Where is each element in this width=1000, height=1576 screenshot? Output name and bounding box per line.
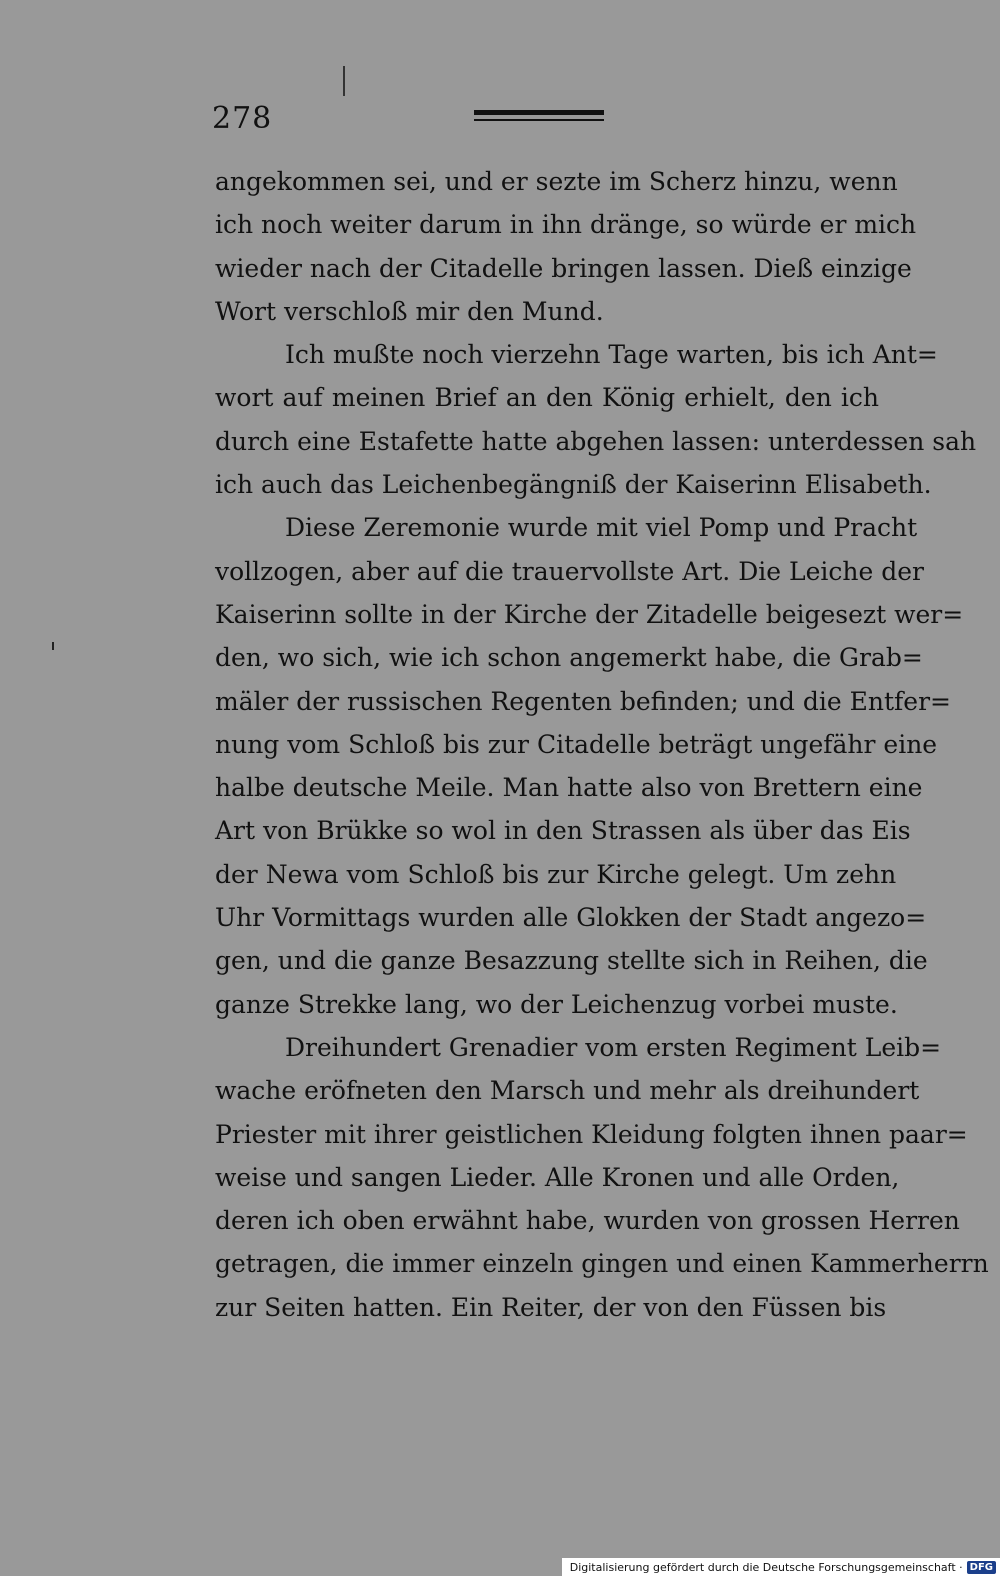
paragraph-start-line: Diese Zeremonie wurde mit viel Pomp und Pracht xyxy=(285,513,918,543)
text-line: Wort verschloß mir den Mund. xyxy=(215,296,604,326)
text-line: wieder nach der Citadelle bringen lassen. Dieß einzige xyxy=(215,253,912,283)
text-line: ich noch weiter darum in ihn dränge, so würde er mich xyxy=(215,210,917,240)
paragraph-start-line: Ich mußte noch vierzehn Tage warten, bis ich Ant= xyxy=(285,340,938,370)
text-line: ich auch das Leichenbegängniß der Kaiserinn Elisabeth. xyxy=(215,470,932,500)
text-line: Uhr Vormittags wurden alle Glokken der Stadt angezo= xyxy=(215,903,927,933)
text-line: durch eine Estafette hatte abgehen lassen: unterdessen sah xyxy=(215,426,977,456)
text-line: Kaiserinn sollte in der Kirche der Zitadelle beigesezt wer= xyxy=(215,599,964,629)
text-line: wort auf meinen Brief an den König erhielt, den ich xyxy=(215,383,879,413)
footer-credit: Digitalisierung gefördert durch die Deutsche Forschungsgemeinschaft · xyxy=(569,1560,963,1574)
text-line: gen, und die ganze Besazzung stellte sich in Reihen, die xyxy=(215,946,928,976)
text-line: Priester mit ihrer geistlichen Kleidung folgten ihnen paar= xyxy=(215,1119,968,1149)
paragraph-start-line: Dreihundert Grenadier vom ersten Regiment Leib= xyxy=(285,1032,942,1062)
text-line: ganze Strekke lang, wo der Leichenzug vorbei muste. xyxy=(215,989,898,1019)
text-line: nung vom Schloß bis zur Citadelle beträgt ungefähr eine xyxy=(215,729,938,759)
header-rule-thin xyxy=(474,119,604,121)
header-rule-thick xyxy=(474,110,604,115)
body-text xyxy=(215,160,989,1329)
text-line: Art von Brükke so wol in den Strassen als über das Eis xyxy=(215,816,911,846)
text-line: zur Seiten hatten. Ein Reiter, der von den Füssen bis xyxy=(215,1292,887,1322)
text-line: deren ich oben erwähnt habe, wurden von grossen Herren xyxy=(215,1206,960,1236)
digitization-footer xyxy=(562,1558,1000,1576)
text-line: vollzogen, aber auf die trauervollste Art. Die Leiche der xyxy=(215,556,924,586)
page-number: 278 xyxy=(212,101,273,136)
margin-mark xyxy=(343,66,345,96)
text-line: getragen, die immer einzeln gingen und einen Kammerherrn xyxy=(215,1249,989,1279)
header-rule xyxy=(474,110,604,124)
dfg-logo-icon: DFG xyxy=(967,1561,996,1574)
text-line: halbe deutsche Meile. Man hatte also von Brettern eine xyxy=(215,773,923,803)
text-line: weise und sangen Lieder. Alle Kronen und alle Orden, xyxy=(215,1162,900,1192)
text-line: wache eröfneten den Marsch und mehr als dreihundert xyxy=(215,1076,920,1106)
text-line: angekommen sei, und er sezte im Scherz hinzu, wenn xyxy=(215,167,898,196)
text-line: den, wo sich, wie ich schon angemerkt habe, die Grab= xyxy=(215,643,923,673)
text-line: der Newa vom Schloß bis zur Kirche gelegt. Um zehn xyxy=(215,859,897,889)
text-line: mäler der russischen Regenten befinden; und die Entfer= xyxy=(215,686,951,716)
margin-speck xyxy=(52,642,54,650)
